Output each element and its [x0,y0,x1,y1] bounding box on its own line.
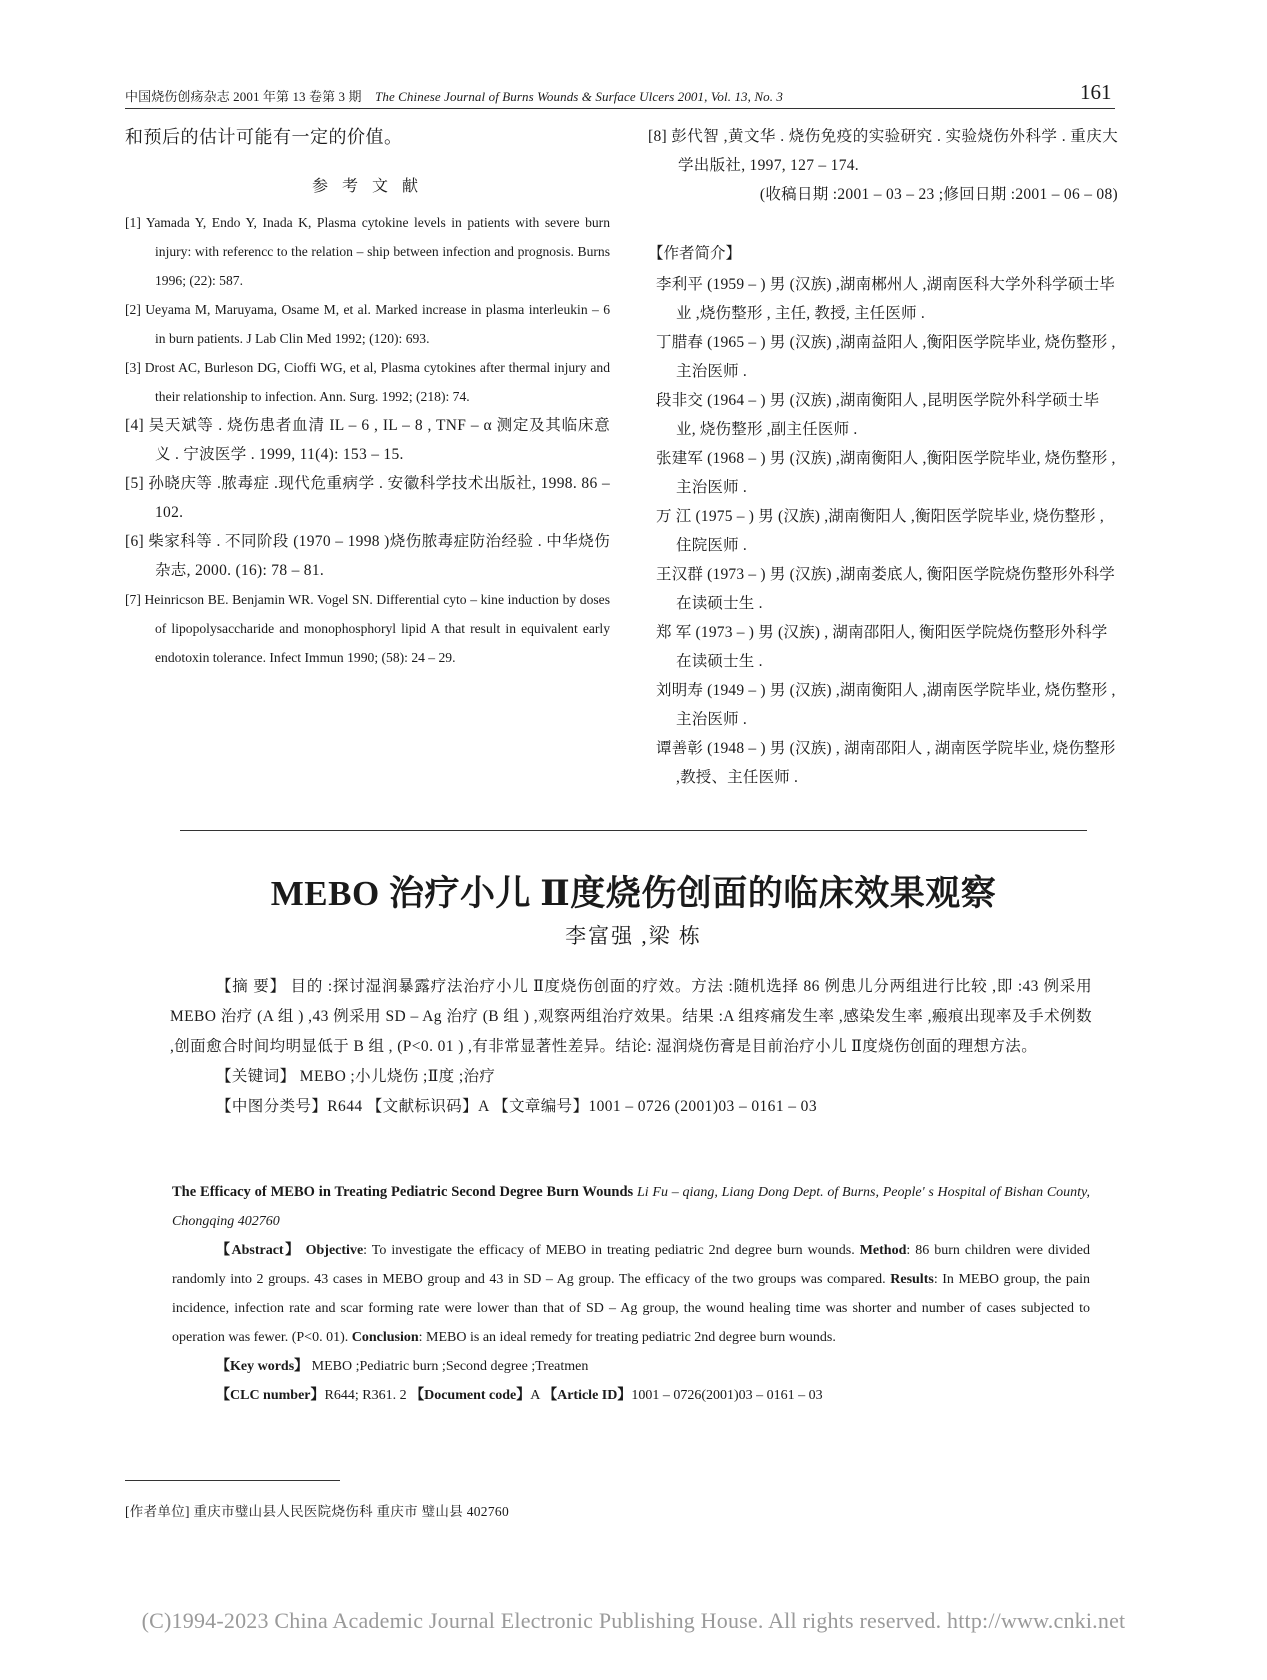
header-rule [125,108,1115,109]
reference-list [125,208,610,672]
author-bio: 丁腊春 (1965 – ) 男 (汉族) ,湖南益阳人 ,衡阳医学院毕业, 烧伤整形 ,主治医师 . [656,334,1116,380]
reference-item: [4] 吴天斌等 . 烧伤患者血清 IL – 6 , IL – 8 , TNF – α 测定及其临床意义 . 宁波医学 . 1999, 11(4): 153 – 15. [125,417,610,463]
author-bio: 张建军 (1968 – ) 男 (汉族) ,湖南衡阳人 ,衡阳医学院毕业, 烧伤整形 ,主治医师 . [656,450,1116,496]
text-segment: : To investigate the efficacy of MEBO in treating pediatric 2nd degree burn wounds. [363,1243,860,1258]
author-bio: 王汉群 (1973 – ) 男 (汉族) ,湖南娄底人, 衡阳医学院烧伤整形外科学在读硕士生 . [656,566,1115,612]
classification-zh: 【中图分类号】R644 【文献标识码】A 【文章编号】1001 – 0726 (2001)03 – 0161 – 03 [216,1098,817,1115]
author-bio-list [648,270,1118,792]
right-column [648,122,1118,792]
text-segment: : In MEBO group, the pain incidence, infection rate and scar forming rate were lower than that of SD – Ag group, the wound healing time was shorter and number of cases subjected to operation was fewer. (P<0. 01). [172,1272,1090,1345]
english-abstract-block [172,1178,1090,1410]
text-segment: 【Article ID】 [543,1388,632,1403]
text-segment: MEBO ;Pediatric burn ;Second degree ;Treatmen [308,1359,589,1374]
text-segment: 【Document code】 [410,1388,531,1403]
section-divider [180,830,1087,831]
reference-item: [7] Heinricson BE. Benjamin WR. Vogel SN. Differential cyto – kine induction by doses of lipopolysaccharide and monophosphoryl lipid A that result in equivalent early endotoxin tolerance. Infect Immun 1990; (58): 24 – 29. [125,592,610,665]
footnote-rule [125,1480,340,1481]
chinese-abstract-block [170,972,1092,1122]
text-segment: Li Fu – qiang, Liang Dong Dept. of Burns, People' s Hospital of Bishan County, Chongqing 402760 [172,1185,1090,1229]
article-authors: 李富强 ,梁 栋 [565,924,702,948]
author-bio: 万 江 (1975 – ) 男 (汉族) ,湖南衡阳人 ,衡阳医学院毕业, 烧伤整形 ,住院医师 . [656,508,1104,554]
reference-item: [1] Yamada Y, Endo Y, Inada K, Plasma cytokine levels in patients with severe burn injury: with referencc to the relation – ship between infection and prognosis. Burns 1996; (22): 587. [125,215,610,288]
carry-over-text: 和预后的估计可能有一定的价值。 [125,127,403,147]
running-header [125,86,783,105]
text-segment: 【CLC number】 [216,1388,325,1403]
left-column [125,122,610,672]
author-affiliation-footnote: [作者单位] 重庆市璧山县人民医院烧伤科 重庆市 璧山县 402760 [125,1504,509,1519]
reference-item: [2] Ueyama M, Maruyama, Osame M, et al. Marked increase in plasma interleukin – 6 in burn patients. J Lab Clin Med 1992; (120): 693. [125,302,610,346]
abstract-en [172,1236,1090,1352]
reference-item: [5] 孙晓庆等 .脓毒症 .现代危重病学 . 安徽科学技术出版社, 1998. 86 – 102. [125,475,610,521]
text-segment: Method [859,1243,907,1258]
text-segment: 【Key words】 [216,1359,309,1374]
text-segment: R644; R361. 2 [324,1388,411,1403]
reference-item: [6] 柴家科等 . 不同阶段 (1970 – 1998 )烧伤脓毒症防治经验 . 中华烧伤杂志, 2000. (16): 78 – 81. [125,533,610,579]
article-title: MEBO 治疗小儿 Ⅱ度烧伤创面的临床效果观察 [270,874,997,913]
text-segment: Objective [305,1243,364,1258]
keywords-zh: 【关键词】 MEBO ;小儿烧伤 ;Ⅱ度 ;治疗 [216,1068,496,1085]
text-segment: The Efficacy of MEBO in Treating Pediatric Second Degree Burn Wounds [172,1184,634,1200]
author-bio: 刘明寿 (1949 – ) 男 (汉族) ,湖南衡阳人 ,湖南医学院毕业, 烧伤整形 ,主治医师 . [656,682,1116,728]
text-segment: A [530,1388,544,1403]
copyright-watermark: (C)1994-2023 China Academic Journal Electronic Publishing House. All rights reserved. http://www.cnki.net [141,1608,1126,1633]
text-segment: : MEBO is an ideal remedy for treating pediatric 2nd degree burn wounds. [418,1330,836,1345]
journal-name-en: The Chinese Journal of Burns Wounds & Surface Ulcers 2001, Vol. 13, No. 3 [375,89,784,104]
abstract-zh: 【摘 要】 目的 :探讨湿润暴露疗法治疗小儿 Ⅱ度烧伤创面的疗效。方法 :随机选择 86 例患儿分两组进行比较 ,即 :43 例采用 MEBO 治疗 (A 组 ) ,43 例采用 SD – Ag 治疗 (B 组 ) ,观察两组治疗效果。结果 :A 组疼痛发生率 ,感染发生率 ,瘢痕出现率及手术例数 ,创面愈合时间均明显低于 B 组 , (P<0. 01 ) ,有非常显著性差异。结论: 湿润烧伤膏是目前治疗小儿 Ⅱ度烧伤创面的理想方法。 [170,978,1092,1055]
text-segment: Conclusion [351,1330,419,1345]
page-number: 161 [1080,80,1112,104]
reference-item: [3] Drost AC, Burleson DG, Cioffi WG, et al, Plasma cytokines after thermal injury and their relationship to infection. Ann. Surg. 1992; (218): 74. [125,360,610,404]
reference-item: [8] 彭代智 ,黄文华 . 烧伤免疫的实验研究 . 实验烧伤外科学 . 重庆大学出版社, 1997, 127 – 174. [648,128,1118,174]
text-segment: : 86 burn children were divided randomly into 2 groups. 43 cases in MEBO group and 43 in SD – Ag group. The efficacy of the two groups was compared. [172,1243,1090,1287]
author-bio: 李利平 (1959 – ) 男 (汉族) ,湖南郴州人 ,湖南医科大学外科学硕士毕业 ,烧伤整形 , 主任, 教授, 主任医师 . [656,276,1115,322]
text-segment: Results [890,1272,934,1287]
keywords-en [172,1352,1090,1381]
english-title [172,1178,1090,1236]
references-heading: 参 考 文 献 [311,178,423,195]
text-segment: 【Abstract】 [216,1243,301,1258]
author-bio-heading: 【作者简介】 [648,245,742,262]
journal-name-cn: 中国烧伤创疡杂志 2001 年第 13 卷第 3 期 [125,89,362,104]
author-bio: 段非交 (1964 – ) 男 (汉族) ,湖南衡阳人 ,昆明医学院外科学硕士毕业, 烧伤整形 ,副主任医师 . [656,392,1100,438]
author-bio: 谭善彰 (1948 – ) 男 (汉族) , 湖南邵阳人 , 湖南医学院毕业, 烧伤整形 ,教授、主任医师 . [656,740,1116,786]
classification-en [172,1381,1090,1410]
text-segment: 1001 – 0726(2001)03 – 0161 – 03 [631,1388,823,1403]
received-dates: (收稿日期 :2001 – 03 – 23 ;修回日期 :2001 – 06 – 08) [759,186,1118,203]
author-bio: 郑 军 (1973 – ) 男 (汉族) , 湖南邵阳人, 衡阳医学院烧伤整形外科学在读硕士生 . [656,624,1108,670]
